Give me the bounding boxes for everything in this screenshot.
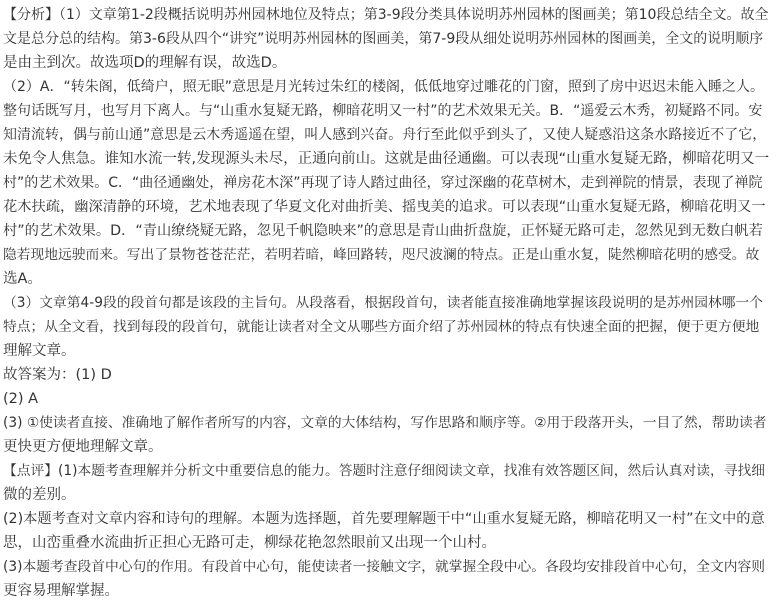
text-line-25: 更容易理解掌握。 bbox=[3, 583, 119, 599]
text-line-7: 未免令人焦急。谁知水流一转,发现源头未尽，正通向前山。这就是曲径通幽。可以表现“山重水复疑无路，柳暗花明又一 bbox=[3, 151, 770, 167]
text-line-17: (2) A bbox=[3, 391, 39, 407]
text-line-8: 村”的艺术效果。C．“曲径通幽处，禅房花木深”再现了诗人踏过曲径，穿过深幽的花草树木，走到禅院的情景，表现了禅院 bbox=[3, 175, 763, 191]
text-line-6: 知清流转，偶与前山通”意思是云木秀遥遥在望，叫人感到兴奋。舟行至此似乎到头了，又使人疑惑沿这条水路接近不了它， bbox=[3, 127, 767, 143]
text-line-9: 花木扶疏，幽深清静的环境，艺术地表现了华夏文化对曲折美、摇曳美的追求。可以表现“山重水复疑无路，柳暗花明又一 bbox=[3, 199, 766, 215]
text-line-16: 故答案为：(1) D bbox=[3, 367, 112, 383]
text-line-18: (3) ①使读者直接、准确地了解作者所写的内容，文章的大体结构，写作思路和顺序等。②用于段落开头，一目了然，帮助读者 bbox=[3, 415, 767, 431]
text-line-5: 整句话既写月，也写月下离人。与“山重水复疑无路，柳暗花明又一村”的艺术效果无关。B．“遥爱云木秀，初疑路不同。安 bbox=[3, 103, 763, 119]
text-line-20: 【点评】(1)本题考查理解并分析文中重要信息的能力。答题时注意仔细阅读文章，找准有效答题区间，然后认真对读，寻找细 bbox=[3, 463, 765, 479]
text-line-23: 思，山峦重叠水流曲折正担心无路可走，柳绿花艳忽然眼前又出现一个山村。 bbox=[3, 535, 496, 551]
text-line-2: 文是总分总的结构。第3-6段从四个“讲究”说明苏州园林的图画美，第7-9段从细处说明苏州园林的图画美，全文的说明顺序 bbox=[3, 31, 764, 47]
text-line-24: (3)本题考查段首中心句的作用。有段首中心句，能使读者一接触文字，就掌握全段中心。各段均安排段首中心句，全文内容则 bbox=[3, 559, 765, 575]
text-line-4: （2）A．“转朱阁，低绮户，照无眠”意思是月光转过朱红的楼阁，低低地穿过雕花的门窗，照到了房中迟迟未能入睡之人。 bbox=[3, 79, 764, 95]
text-line-22: (2)本题考查对文章内容和诗句的理解。本题为选择题，首先要理解题干中“山重水复疑无路，柳暗花明又一村”在文中的意 bbox=[3, 511, 765, 527]
text-line-3: 是由主到次。故选项D的理解有误，故选D。 bbox=[3, 55, 287, 71]
text-line-14: 特点；从全文看，找到每段的段首句，就能让读者对全文从哪些方面介绍了苏州园林的特点有快速全面的把握，便于更方便地 bbox=[3, 319, 760, 335]
text-line-11: 隐若现地远驶而来。写出了景物苍苍茫茫，若明若暗，峰回路转，咫尺波澜的特点。正是山重水复，陡然柳暗花明的感受。故 bbox=[3, 247, 760, 263]
text-line-13: （3）文章第4-9段的段首句都是该段的主旨句。从段落看，根据段首句，读者能直接准确地掌握该段说明的是苏州园林哪一个 bbox=[3, 295, 763, 311]
text-line-1: 【分析】（1）文章第1-2段概括说明苏州园林地位及特点；第3-9段分类具体说明苏州园林的图画美；第10段总结全文。故全 bbox=[3, 7, 769, 23]
text-line-21: 微的差别。 bbox=[3, 487, 76, 503]
text-line-15: 理解文章。 bbox=[3, 343, 76, 359]
text-line-10: 村”的艺术效果。D．“青山缭绕疑无路，忽见千帆隐映来”的意思是青山曲折盘旋，正怀疑无路可走，忽然见到无数白帆若 bbox=[3, 223, 763, 239]
text-line-19: 更快更方便地理解文章。 bbox=[3, 439, 163, 455]
text-line-12: 选A。 bbox=[3, 271, 42, 287]
